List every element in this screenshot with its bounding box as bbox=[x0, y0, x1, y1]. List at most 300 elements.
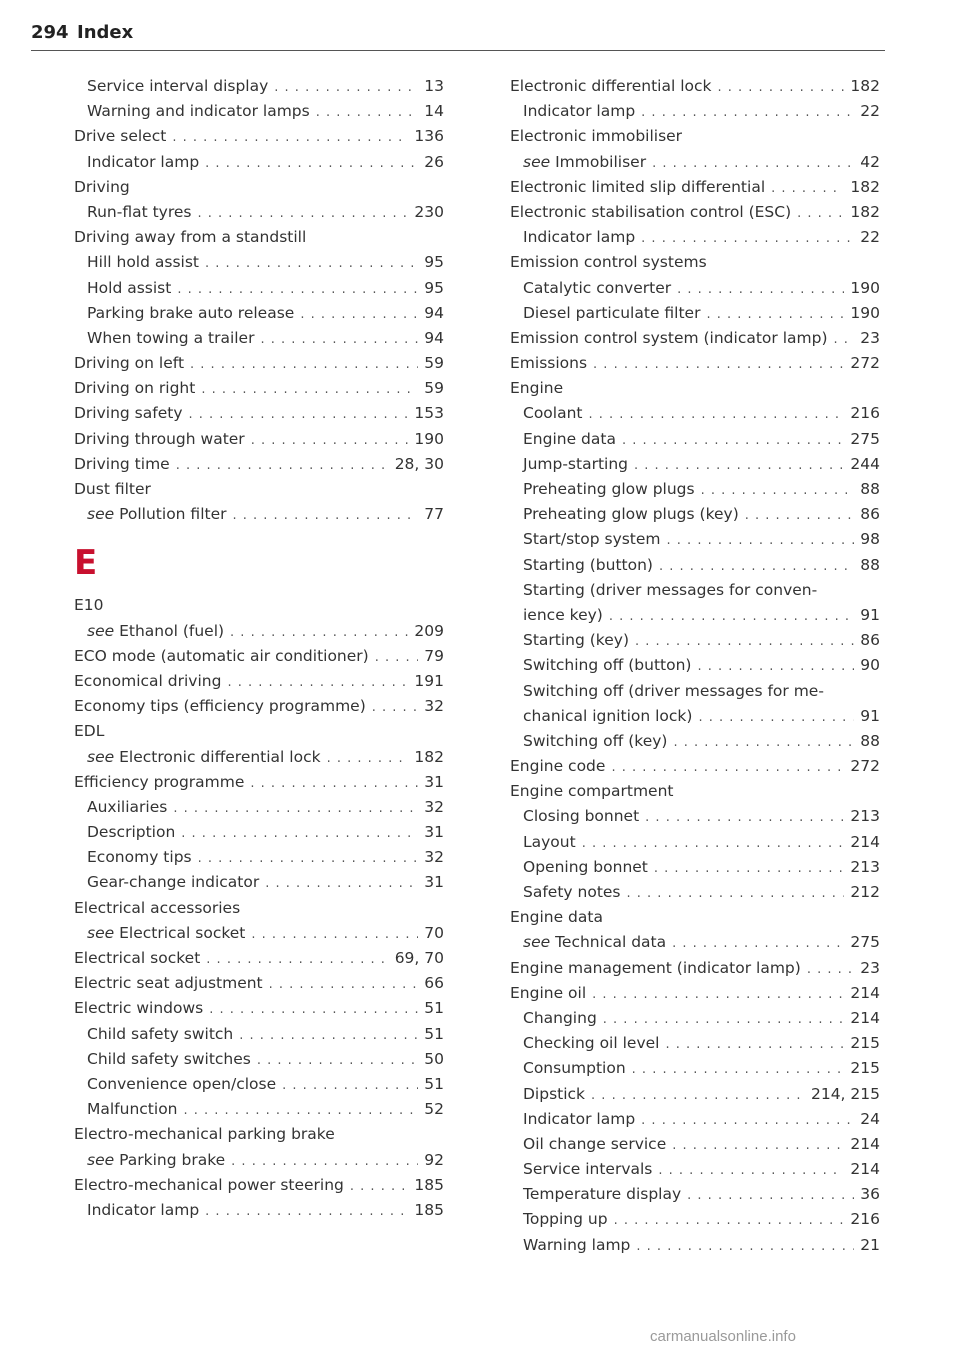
page-reference: 86 bbox=[860, 505, 880, 524]
entry-label bbox=[510, 729, 667, 754]
page-reference: 216 bbox=[850, 1210, 880, 1229]
entry-text: Indicator lamp bbox=[523, 228, 636, 247]
page-reference: 52 bbox=[424, 1100, 444, 1119]
entry-text: Electrical accessories bbox=[74, 898, 241, 917]
entry-text: Starting (button) bbox=[523, 555, 653, 574]
entry-label bbox=[74, 845, 192, 870]
index-entry bbox=[74, 477, 444, 502]
leader-dots bbox=[177, 277, 418, 301]
page-reference: 23 bbox=[860, 328, 880, 347]
entry-label bbox=[74, 124, 166, 149]
leader-dots bbox=[209, 997, 418, 1021]
page-reference: 86 bbox=[860, 631, 880, 650]
leader-dots bbox=[652, 151, 854, 175]
entry-label bbox=[74, 376, 195, 401]
leader-dots bbox=[230, 620, 408, 644]
entry-label bbox=[510, 830, 576, 855]
index-entry bbox=[74, 376, 444, 401]
entry-text: Electronic limited slip differential bbox=[510, 177, 766, 196]
index-subentry bbox=[74, 301, 444, 326]
entry-text: Dust filter bbox=[74, 480, 151, 498]
leader-dots bbox=[375, 645, 419, 669]
page-reference: 214 bbox=[850, 1008, 880, 1027]
index-entry bbox=[74, 946, 444, 971]
entry-text: Engine data bbox=[510, 908, 603, 927]
index-entry bbox=[510, 351, 880, 376]
index-subentry bbox=[510, 401, 880, 426]
index-subentry bbox=[510, 1233, 880, 1258]
index-entry bbox=[74, 175, 444, 200]
leader-dots bbox=[265, 871, 418, 895]
entry-label bbox=[510, 276, 671, 301]
entry-label bbox=[510, 1233, 630, 1258]
entry-label bbox=[74, 150, 199, 175]
entry-text: Safety notes bbox=[523, 883, 621, 901]
page-reference: 213 bbox=[850, 857, 880, 876]
index-entry bbox=[74, 124, 444, 149]
leader-dots bbox=[645, 805, 844, 829]
page-title: Index bbox=[77, 22, 134, 43]
index-subentry bbox=[510, 704, 880, 729]
index-subentry bbox=[74, 200, 444, 225]
page-reference: 32 bbox=[424, 848, 444, 867]
index-subentry bbox=[74, 921, 444, 946]
index-entry bbox=[74, 996, 444, 1021]
leader-dots bbox=[672, 931, 844, 955]
entry-text: Engine oil bbox=[510, 983, 587, 1002]
index-subentry bbox=[510, 1207, 880, 1232]
page-reference: 22 bbox=[860, 228, 880, 247]
entry-text: Closing bonnet bbox=[523, 807, 640, 826]
entry-label bbox=[74, 719, 104, 744]
entry-label bbox=[74, 401, 183, 426]
index-subentry bbox=[510, 1056, 880, 1081]
leader-dots bbox=[797, 201, 844, 225]
entry-text: Hill hold assist bbox=[87, 253, 199, 272]
index-subentry bbox=[510, 1132, 880, 1157]
entry-text: Indicator lamp bbox=[87, 1200, 200, 1219]
page-reference: 51 bbox=[424, 1024, 444, 1043]
entry-text: Consumption bbox=[523, 1059, 626, 1078]
entry-label bbox=[74, 896, 240, 921]
entry-label bbox=[510, 225, 635, 250]
see-reference: see bbox=[523, 933, 551, 952]
leader-dots bbox=[372, 695, 419, 719]
leader-dots bbox=[641, 226, 854, 250]
index-subentry bbox=[74, 795, 444, 820]
entry-text: Pollution filter bbox=[119, 505, 227, 524]
entry-text: Electric windows bbox=[74, 999, 204, 1018]
index-entry bbox=[74, 452, 444, 477]
entry-text: Parking brake bbox=[119, 1150, 226, 1169]
entry-label bbox=[510, 351, 587, 376]
entry-text: Dipstick bbox=[523, 1084, 586, 1103]
entry-text: Technical data bbox=[555, 933, 667, 952]
entry-label bbox=[510, 1182, 681, 1207]
page-number: 294 bbox=[31, 22, 69, 43]
entry-text: Electric seat adjustment bbox=[74, 974, 263, 993]
page-reference: 90 bbox=[860, 656, 880, 675]
entry-text: Start/stop system bbox=[523, 530, 661, 549]
entry-label bbox=[510, 1082, 585, 1107]
index-entry bbox=[510, 326, 880, 351]
entry-text: Indicator lamp bbox=[523, 102, 636, 121]
leader-dots bbox=[231, 1149, 418, 1173]
page-reference: 51 bbox=[424, 1074, 444, 1093]
index-entry bbox=[74, 896, 444, 921]
entry-label bbox=[510, 250, 707, 275]
leader-dots bbox=[592, 982, 844, 1006]
page-reference: 272 bbox=[850, 757, 880, 776]
leader-dots bbox=[250, 771, 418, 795]
entry-text: Auxiliaries bbox=[87, 797, 168, 816]
entry-text: Electrical socket bbox=[119, 923, 246, 942]
page-reference: 70 bbox=[424, 923, 444, 942]
index-subentry bbox=[510, 603, 880, 628]
entry-label bbox=[510, 880, 621, 905]
entry-label bbox=[510, 99, 635, 124]
entry-text: Engine code bbox=[510, 757, 606, 776]
leader-dots bbox=[622, 428, 844, 452]
entry-label bbox=[510, 1132, 666, 1157]
page-reference: 91 bbox=[860, 605, 880, 624]
see-reference: see bbox=[87, 505, 115, 524]
entry-label bbox=[74, 1173, 344, 1198]
entry-text: Service interval display bbox=[87, 77, 269, 95]
leader-dots bbox=[677, 277, 844, 301]
leader-dots bbox=[641, 1108, 854, 1132]
entry-text: Jump-starting bbox=[523, 454, 628, 473]
entry-text: Electro-mechanical parking brake bbox=[74, 1125, 335, 1144]
page-reference: 26 bbox=[424, 152, 444, 171]
index-subentry bbox=[74, 1047, 444, 1072]
page-reference: 182 bbox=[414, 747, 444, 766]
page-reference: 275 bbox=[850, 429, 880, 448]
index-entry bbox=[74, 1173, 444, 1198]
entry-text: Economy tips (efficiency programme) bbox=[74, 697, 366, 716]
leader-dots bbox=[239, 1023, 418, 1047]
page-reference: 190 bbox=[414, 429, 444, 448]
entry-text: Diesel particulate filter bbox=[523, 303, 701, 322]
index-subentry bbox=[510, 553, 880, 578]
entry-text: Engine management (indicator lamp) bbox=[510, 958, 801, 977]
index-entry bbox=[74, 694, 444, 719]
page-reference: 31 bbox=[424, 772, 444, 791]
entry-label bbox=[510, 326, 828, 351]
index-entry bbox=[510, 905, 880, 930]
index-subentry bbox=[510, 1031, 880, 1056]
entry-text: Opening bonnet bbox=[523, 857, 648, 876]
leader-dots bbox=[197, 201, 408, 225]
entry-text: Child safety switch bbox=[87, 1024, 234, 1043]
index-subentry bbox=[510, 1107, 880, 1132]
index-subentry bbox=[74, 745, 444, 770]
entry-label bbox=[74, 694, 366, 719]
entry-text: Convenience open/close bbox=[87, 1074, 277, 1093]
entry-text: Checking oil level bbox=[523, 1034, 660, 1053]
watermark: carmanualsonline.info bbox=[650, 1328, 796, 1345]
page-reference: 66 bbox=[424, 974, 444, 993]
page-reference: 95 bbox=[424, 253, 444, 272]
entry-label bbox=[510, 502, 739, 527]
leader-dots bbox=[807, 957, 854, 981]
index-subentry bbox=[510, 679, 880, 704]
entry-text: Preheating glow plugs bbox=[523, 480, 695, 498]
index-subentry bbox=[510, 427, 880, 452]
page-reference: 31 bbox=[424, 873, 444, 892]
entry-text: Electronic immobiliser bbox=[510, 127, 683, 146]
leader-dots bbox=[327, 746, 409, 770]
index-entry bbox=[510, 754, 880, 779]
index-column-left bbox=[74, 74, 444, 1223]
index-subentry bbox=[510, 804, 880, 829]
entry-label bbox=[74, 276, 171, 301]
index-subentry bbox=[510, 502, 880, 527]
index-subentry bbox=[510, 830, 880, 855]
index-subentry bbox=[510, 855, 880, 880]
entry-label bbox=[510, 704, 692, 729]
entry-text: Economy tips bbox=[87, 848, 192, 867]
leader-dots bbox=[189, 402, 409, 426]
entry-text: Parking brake auto release bbox=[87, 303, 295, 322]
page-reference: 98 bbox=[860, 530, 880, 549]
leader-dots bbox=[201, 377, 418, 401]
leader-dots bbox=[718, 75, 845, 99]
leader-dots bbox=[627, 881, 845, 905]
leader-dots bbox=[673, 730, 854, 754]
entry-label bbox=[510, 603, 603, 628]
entry-label bbox=[74, 820, 175, 845]
leader-dots bbox=[698, 705, 854, 729]
entry-text: Hold assist bbox=[87, 278, 172, 297]
entry-text: Warning lamp bbox=[523, 1235, 631, 1254]
index-subentry bbox=[74, 820, 444, 845]
index-subentry bbox=[74, 619, 444, 644]
page-reference: 69, 70 bbox=[394, 949, 444, 967]
index-entry bbox=[74, 351, 444, 376]
entry-label bbox=[74, 427, 245, 452]
page-reference: 209 bbox=[414, 621, 444, 640]
entry-text: Electronic differential lock bbox=[119, 747, 321, 766]
entry-text: When towing a trailer bbox=[87, 328, 255, 347]
entry-label bbox=[510, 477, 695, 502]
entry-text: Catalytic converter bbox=[523, 278, 672, 297]
entry-label bbox=[74, 1148, 225, 1173]
leader-dots bbox=[198, 846, 419, 870]
entry-label bbox=[510, 527, 661, 552]
leader-dots bbox=[771, 176, 844, 200]
entry-text: Switching off (button) bbox=[523, 656, 692, 675]
index-subentry bbox=[510, 1182, 880, 1207]
index-subentry bbox=[74, 1072, 444, 1097]
entry-text: Preheating glow plugs (key) bbox=[523, 505, 739, 524]
leader-dots bbox=[205, 251, 418, 275]
index-entry bbox=[510, 200, 880, 225]
page-reference: 13 bbox=[424, 77, 444, 95]
leader-dots bbox=[251, 428, 409, 452]
index-entry bbox=[74, 225, 444, 250]
leader-dots bbox=[205, 151, 418, 175]
leader-dots bbox=[665, 1032, 844, 1056]
index-subentry bbox=[74, 1198, 444, 1223]
page-reference: 14 bbox=[424, 102, 444, 121]
leader-dots bbox=[176, 453, 389, 477]
entry-label bbox=[74, 175, 130, 200]
entry-label bbox=[74, 250, 199, 275]
entry-text: Efficiency programme bbox=[74, 772, 245, 791]
entry-text: Malfunction bbox=[87, 1100, 178, 1119]
page-reference: 214 bbox=[850, 1134, 880, 1153]
entry-text: Driving safety bbox=[74, 404, 183, 423]
index-subentry bbox=[510, 477, 880, 502]
leader-dots bbox=[257, 1048, 418, 1072]
index-subentry bbox=[74, 1022, 444, 1047]
leader-dots bbox=[206, 947, 388, 971]
page-reference: 214 bbox=[850, 1160, 880, 1179]
index-subentry bbox=[74, 870, 444, 895]
entry-label bbox=[74, 225, 306, 250]
entry-text: EDL bbox=[74, 722, 105, 741]
entry-label bbox=[510, 74, 712, 99]
page-reference: 28, 30 bbox=[394, 454, 444, 473]
index-subentry bbox=[74, 326, 444, 351]
entry-text: Engine compartment bbox=[510, 782, 674, 801]
entry-label bbox=[74, 593, 104, 618]
page-reference: 230 bbox=[414, 202, 444, 221]
page-reference: 88 bbox=[860, 731, 880, 750]
leader-dots bbox=[687, 1183, 854, 1207]
leader-dots bbox=[300, 302, 418, 326]
entry-label bbox=[74, 1022, 233, 1047]
page-reference: 216 bbox=[850, 404, 880, 423]
leader-dots bbox=[634, 453, 844, 477]
leader-dots bbox=[350, 1174, 409, 1198]
entry-label bbox=[74, 795, 167, 820]
leader-dots bbox=[635, 629, 854, 653]
index-subentry bbox=[510, 150, 880, 175]
page-reference: 21 bbox=[860, 1235, 880, 1254]
page-reference: 50 bbox=[424, 1049, 444, 1068]
leader-dots bbox=[172, 125, 408, 149]
leader-dots bbox=[614, 1208, 845, 1232]
index-entry bbox=[510, 779, 880, 804]
index-entry bbox=[510, 175, 880, 200]
entry-label bbox=[510, 1006, 597, 1031]
page-reference: 31 bbox=[424, 823, 444, 842]
entry-label bbox=[74, 669, 221, 694]
entry-text: Service intervals bbox=[523, 1160, 653, 1179]
index-subentry bbox=[510, 1082, 880, 1107]
page-reference: 94 bbox=[424, 303, 444, 322]
page-reference: 182 bbox=[850, 202, 880, 221]
leader-dots bbox=[184, 1098, 419, 1122]
leader-dots bbox=[697, 654, 854, 678]
entry-label bbox=[510, 553, 653, 578]
leader-dots bbox=[641, 100, 854, 124]
index-entry bbox=[74, 593, 444, 618]
entry-text: Driving through water bbox=[74, 429, 245, 448]
entry-text: Drive select bbox=[74, 127, 167, 146]
entry-text: Immobiliser bbox=[555, 152, 647, 171]
index-subentry bbox=[74, 276, 444, 301]
entry-text: Run-flat tyres bbox=[87, 202, 192, 221]
see-reference: see bbox=[87, 1150, 115, 1169]
index-entry bbox=[74, 770, 444, 795]
page-reference: 215 bbox=[850, 1059, 880, 1078]
page-reference: 244 bbox=[850, 454, 880, 473]
index-subentry bbox=[74, 1097, 444, 1122]
entry-label bbox=[74, 1072, 276, 1097]
entry-label bbox=[510, 401, 583, 426]
entry-label bbox=[74, 770, 244, 795]
leader-dots bbox=[181, 821, 418, 845]
page-reference: 214, 215 bbox=[810, 1084, 880, 1103]
entry-label bbox=[74, 619, 224, 644]
page-reference: 88 bbox=[860, 555, 880, 574]
leader-dots bbox=[834, 327, 855, 351]
entry-text: Indicator lamp bbox=[87, 152, 200, 171]
leader-dots bbox=[582, 831, 845, 855]
index-entry bbox=[74, 719, 444, 744]
entry-label bbox=[510, 653, 691, 678]
leader-dots bbox=[316, 100, 419, 124]
entry-label bbox=[510, 175, 765, 200]
leader-dots bbox=[611, 755, 844, 779]
page-reference: 182 bbox=[850, 77, 880, 95]
page-reference: 59 bbox=[424, 379, 444, 398]
leader-dots bbox=[667, 528, 855, 552]
leader-dots bbox=[190, 352, 418, 376]
entry-text: Driving on left bbox=[74, 354, 185, 373]
page-reference: 136 bbox=[414, 127, 444, 146]
entry-text: Indicator lamp bbox=[523, 1109, 636, 1128]
page-reference: 94 bbox=[424, 328, 444, 347]
entry-label bbox=[74, 502, 226, 527]
page-reference: 190 bbox=[850, 278, 880, 297]
entry-label bbox=[510, 1031, 659, 1056]
leader-dots bbox=[591, 1083, 805, 1107]
entry-text: Child safety switches bbox=[87, 1049, 251, 1068]
see-reference: see bbox=[87, 923, 115, 942]
page-reference: 79 bbox=[424, 646, 444, 665]
page-reference: 185 bbox=[414, 1175, 444, 1194]
leader-dots bbox=[706, 302, 844, 326]
entry-text: Oil change service bbox=[523, 1134, 667, 1153]
entry-text: Ethanol (fuel) bbox=[119, 621, 225, 640]
page-reference: 32 bbox=[424, 697, 444, 716]
index-subentry bbox=[510, 276, 880, 301]
leader-dots bbox=[269, 972, 419, 996]
entry-label bbox=[74, 971, 263, 996]
index-entry bbox=[510, 74, 880, 99]
index-subentry bbox=[510, 99, 880, 124]
page-reference: 36 bbox=[860, 1185, 880, 1204]
entry-text: Emission control system (indicator lamp) bbox=[510, 328, 828, 347]
index-subentry bbox=[510, 930, 880, 955]
entry-text: Coolant bbox=[523, 404, 583, 423]
entry-text: Driving away from a standstill bbox=[74, 228, 307, 247]
page-reference: 24 bbox=[860, 1109, 880, 1128]
index-entry bbox=[74, 669, 444, 694]
index-subentry bbox=[510, 628, 880, 653]
leader-dots bbox=[636, 1234, 854, 1258]
index-subentry bbox=[510, 729, 880, 754]
section-letter: E bbox=[74, 543, 98, 584]
entry-label bbox=[510, 427, 616, 452]
page-reference: 214 bbox=[850, 832, 880, 851]
page-reference: 77 bbox=[424, 505, 444, 524]
entry-label bbox=[74, 1047, 251, 1072]
